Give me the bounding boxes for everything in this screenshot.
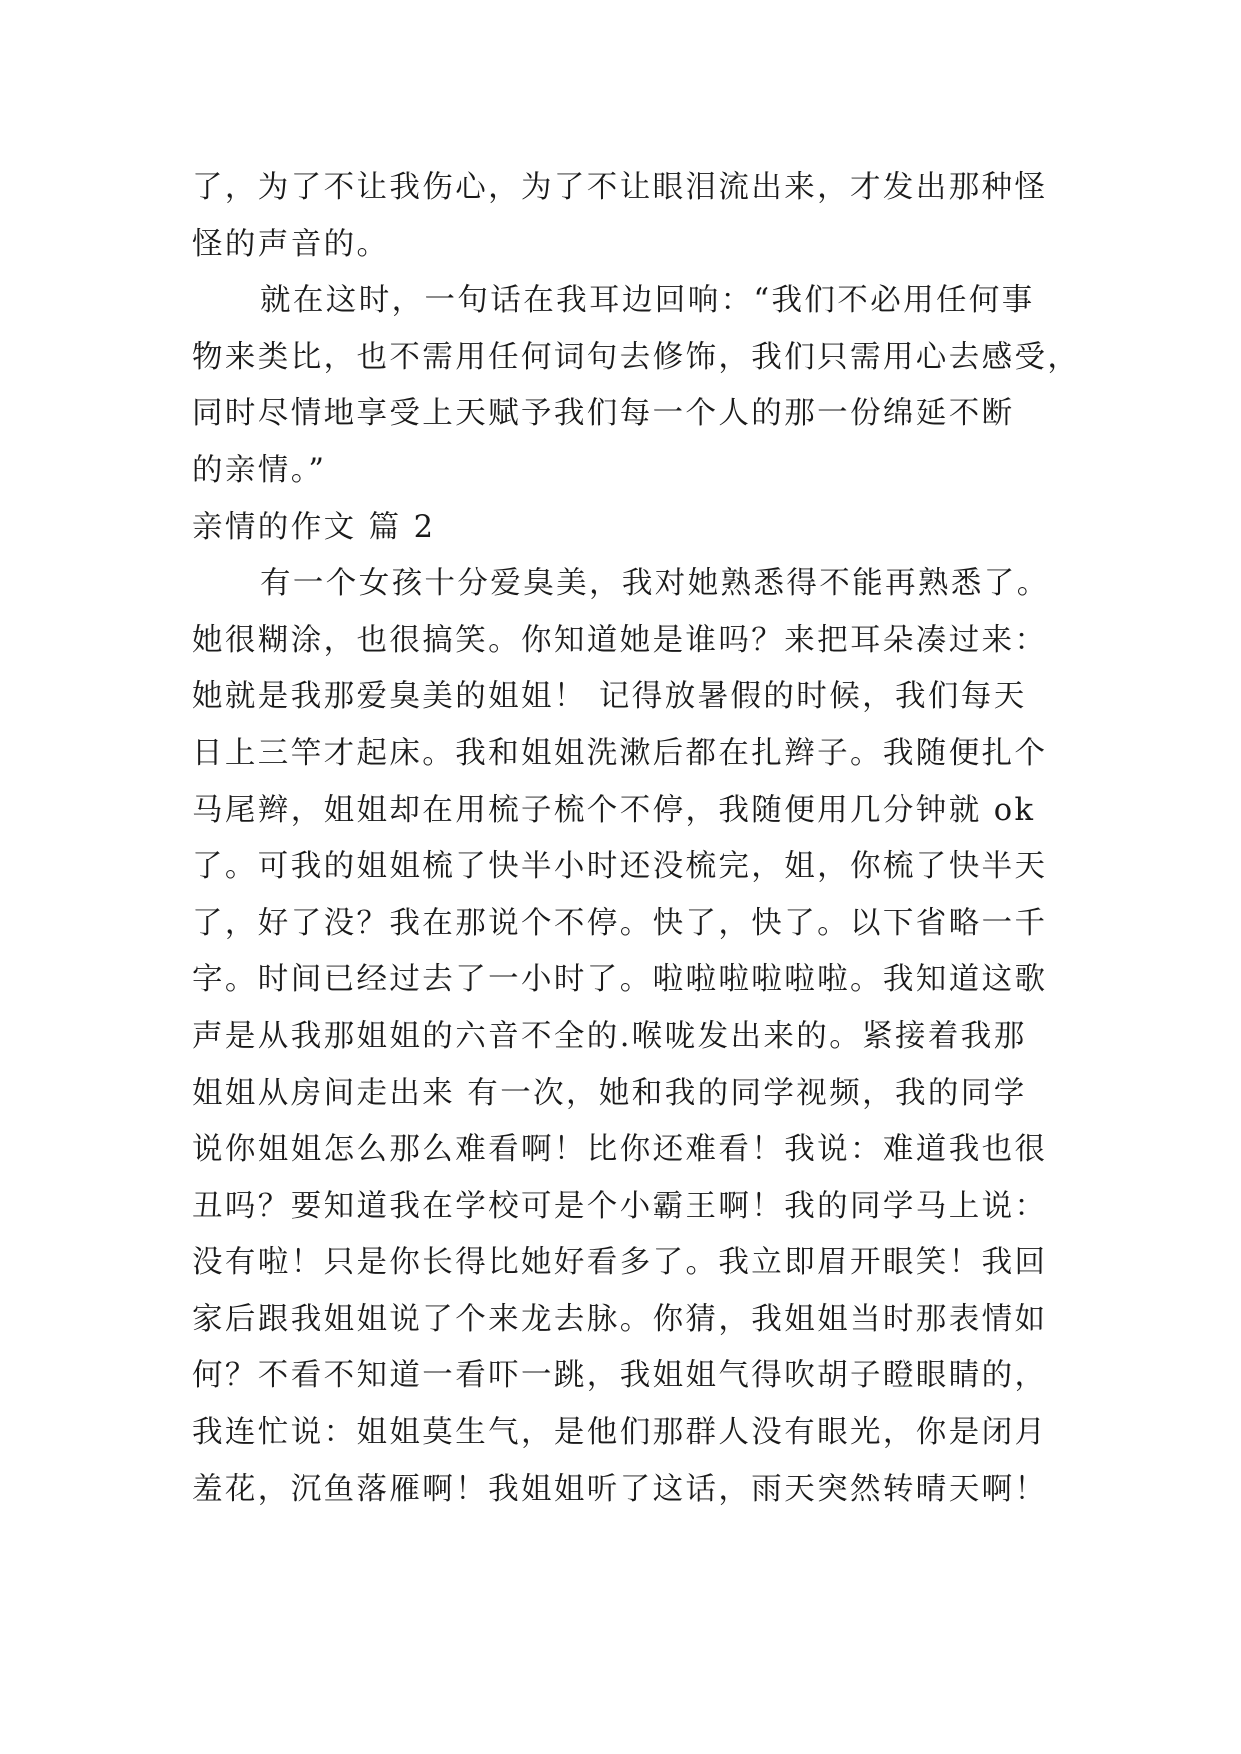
text-line: 她就是我那爱臭美的姐姐！ 记得放暑假的时候，我们每天 bbox=[192, 679, 1027, 715]
text-line: 同时尽情地享受上天赋予我们每一个人的那一份绵延不断 bbox=[192, 396, 1015, 432]
text-line: 了，好了没？我在那说个不停。快了，快了。以下省略一千 bbox=[192, 905, 1048, 941]
text-line: 姐姐从房间走出来 有一次，她和我的同学视频，我的同学 bbox=[192, 1075, 1027, 1111]
text-line: 了。可我的姐姐梳了快半小时还没梳完，姐，你梳了快半天 bbox=[192, 849, 1048, 885]
text-line: 没有啦！只是你长得比她好看多了。我立即眉开眼笑！我回 bbox=[192, 1245, 1048, 1281]
text-line: 就在这时，一句话在我耳边回响：“我们不必用任何事 bbox=[260, 283, 1035, 319]
section-heading: 亲情的作文 篇 2 bbox=[192, 509, 436, 545]
essay-body bbox=[192, 160, 1081, 1518]
text-line: 丑吗？要知道我在学校可是个小霸王啊！我的同学马上说： bbox=[192, 1188, 1048, 1224]
text-line: 的亲情。” bbox=[192, 452, 327, 488]
text-line: 了，为了不让我伤心，为了不让眼泪流出来，才发出那种怪 bbox=[192, 170, 1048, 205]
text-line: 日上三竿才起床。我和姐姐洗漱后都在扎辫子。我随便扎个 bbox=[192, 735, 1048, 771]
text-line: 马尾辫，姐姐却在用梳子梳个不停，我随便用几分钟就 ok bbox=[192, 792, 1036, 828]
text-line: 说你姐姐怎么那么难看啊！比你还难看！我说：难道我也很 bbox=[192, 1132, 1048, 1168]
text-line: 怪的声音的。 bbox=[192, 226, 390, 262]
text-line: 我连忙说：姐姐莫生气，是他们那群人没有眼光，你是闭月 bbox=[192, 1415, 1048, 1451]
text-line: 声是从我那姐姐的六音不全的.喉咙发出来的。紧接着我那 bbox=[192, 1018, 1027, 1054]
text-line: 她很糊涂，也很搞笑。你知道她是谁吗？来把耳朵凑过来： bbox=[192, 622, 1048, 658]
text-line: 家后跟我姐姐说了个来龙去脉。你猜，我姐姐当时那表情如 bbox=[192, 1301, 1048, 1337]
text-line: 有一个女孩十分爱臭美，我对她熟悉得不能再熟悉了。 bbox=[260, 566, 1050, 602]
text-line: 羞花，沉鱼落雁啊！我姐姐听了这话，雨天突然转晴天啊！ bbox=[192, 1471, 1048, 1507]
text-line: 何？不看不知道一看吓一跳，我姐姐气得吹胡子瞪眼睛的， bbox=[192, 1358, 1048, 1394]
text-line: 物来类比，也不需用任何词句去修饰，我们只需用心去感受， bbox=[192, 339, 1081, 375]
text-line: 字。时间已经过去了一小时了。啦啦啦啦啦啦。我知道这歌 bbox=[192, 962, 1048, 998]
